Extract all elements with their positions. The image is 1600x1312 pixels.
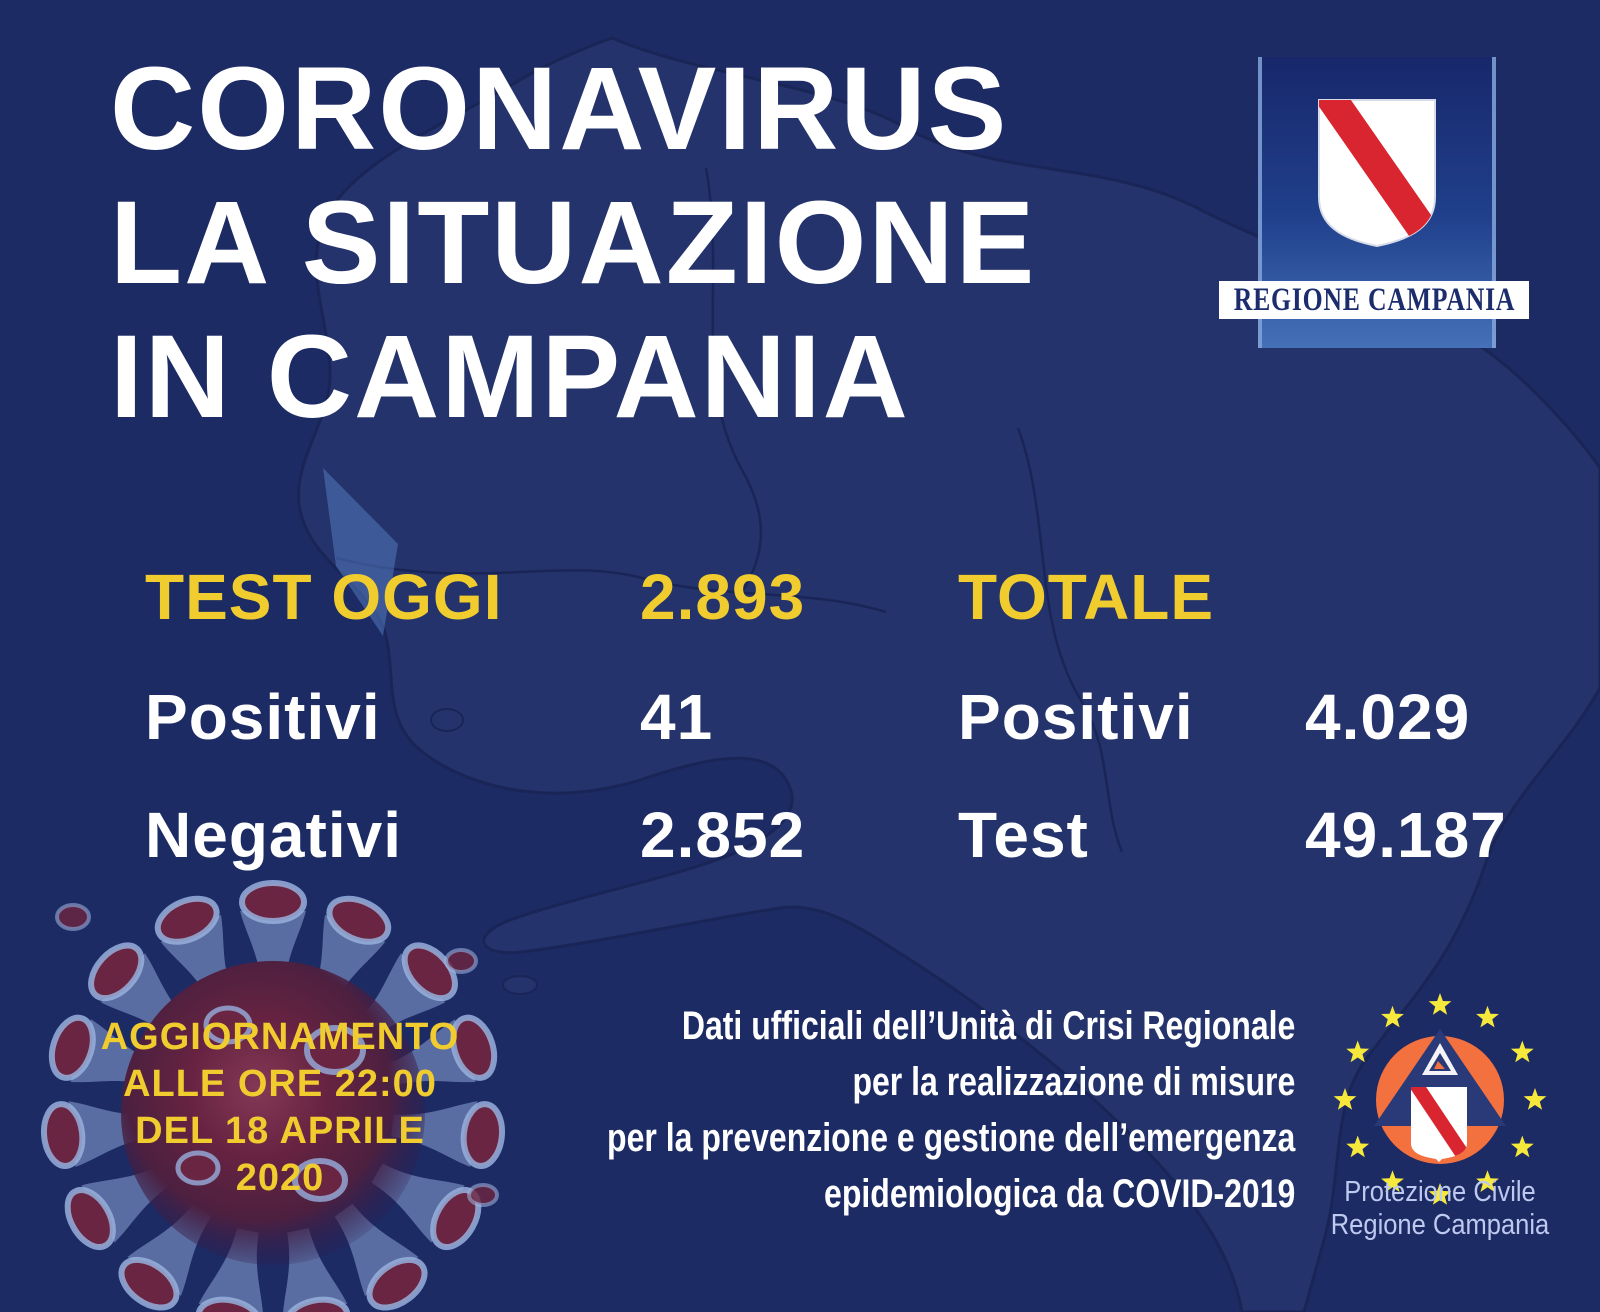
- today-positivi-label: Positivi: [145, 681, 381, 753]
- source-note-line-3: per la prevenzione e gestione dell’emergenza: [606, 1116, 1295, 1160]
- update-note-line-2: ALLE ORE 22:00: [123, 1063, 437, 1105]
- campania-shield-small-icon: [1411, 1083, 1467, 1162]
- source-note: [607, 998, 1295, 1222]
- total-header-label: TOTALE: [958, 561, 1215, 633]
- total-positivi-label: Positivi: [958, 681, 1194, 753]
- today-negativi-value: 2.852: [640, 799, 806, 871]
- regione-campania-wordmark: [1219, 281, 1529, 319]
- update-note-line-3: DEL 18 APRILE 2020: [135, 1110, 425, 1199]
- source-note-line-2: per la realizzazione di misure: [852, 1060, 1295, 1104]
- today-header-label: TEST OGGI: [145, 561, 503, 633]
- update-note: [90, 1014, 470, 1202]
- title-line-1: CORONAVIRUS: [110, 43, 1009, 175]
- total-test-value: 49.187: [1305, 799, 1507, 871]
- today-positivi-value: 41: [640, 681, 714, 753]
- pc-caption-line-2: Regione Campania: [1330, 1209, 1550, 1241]
- today-header-value: 2.893: [640, 561, 806, 633]
- update-note-line-1: AGGIORNAMENTO: [100, 1016, 460, 1058]
- regione-campania-label: REGIONE CAMPANIA: [1233, 281, 1515, 318]
- total-positivi-value: 4.029: [1305, 681, 1471, 753]
- title-line-3: IN CAMPANIA: [110, 311, 910, 443]
- source-note-line-4: epidemiologica da COVID-2019: [823, 1172, 1295, 1216]
- pc-logo-caption: [1330, 1176, 1550, 1242]
- title-line-2: LA SITUAZIONE: [110, 177, 1037, 309]
- total-test-label: Test: [958, 799, 1089, 871]
- page-title: [110, 42, 1036, 444]
- source-note-line-1: Dati ufficiali dell’Unità di Crisi Regionale: [681, 1004, 1295, 1048]
- today-negativi-label: Negativi: [145, 799, 402, 871]
- pc-caption-line-1: Protezione Civile: [1344, 1176, 1536, 1208]
- campania-shield-icon: [1315, 97, 1439, 249]
